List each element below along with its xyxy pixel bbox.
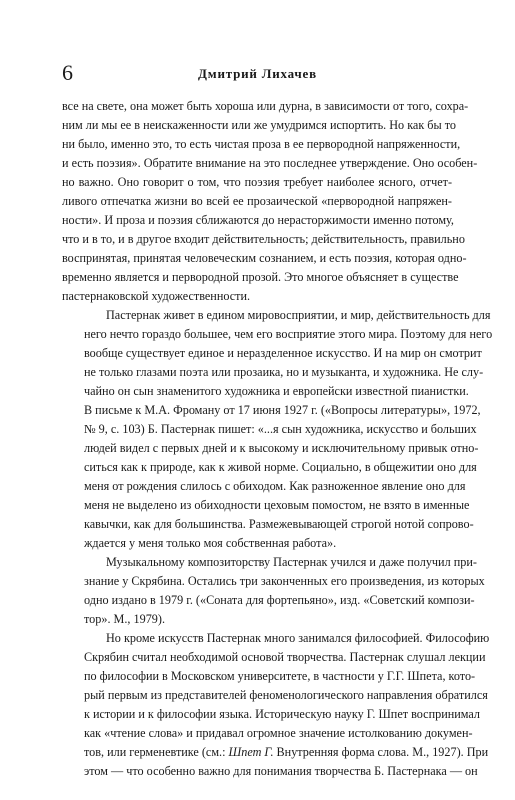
text-line: № 9, с. 103) Б. Пастернак пишет: «...я сын художника, искусство и больших <box>84 422 477 436</box>
text-line: как «чтение слова» и придавал огромное значение истолкованию докумен- <box>84 726 473 740</box>
text-line: не только глазами поэта или прозаика, но и музыканта, и художника. Не слу- <box>84 365 484 379</box>
text-line: воспринятая, принятая человеческим сознанием, и есть поэзия, которая одно- <box>62 251 467 265</box>
paragraph-4 <box>62 629 490 781</box>
text-line <box>62 743 489 762</box>
text-line: этом — что особенно важно для понимания творчества Б. Пастернака — он <box>84 764 478 778</box>
text-line: ситься как к природе, как к живой норме. Социально, в общежитии оно для <box>84 460 477 474</box>
text-line: к истории и к философии языка. Историческую науку Г. Шпет воспринимал <box>84 707 480 721</box>
text-line: знание у Скрябина. Остались три законченных его произведения, из которых <box>84 574 485 588</box>
text-line: меня от рождения слилось с обиходом. Как разноженное явление оно для <box>84 479 466 493</box>
paragraph-1 <box>62 97 478 306</box>
text-segment: Внутренняя форма слова. М., 1927). При <box>273 745 489 759</box>
text-line: но важно. Оно говорит о том, что поэзия требует наиболее ясного, отчет- <box>62 175 452 189</box>
text-line: временно является и первородной прозой. Это многое объясняет в существе <box>62 270 459 284</box>
text-line: все на свете, она может быть хороша или дурна, в зависимости от того, сохра- <box>62 99 469 113</box>
text-line: Но кроме искусств Пастернак много занимался философией. Философию <box>106 631 490 645</box>
text-line: людей видел с первых дней и к высокому и исключительному привык отно- <box>84 441 479 455</box>
text-line: рый первым из представителей феноменологического направления обратился <box>84 688 488 702</box>
text-line: ни было, именно это, то есть чистая проза в ее первородной напряженности, <box>62 137 461 151</box>
text-line: пастернаковской художественности. <box>62 289 251 303</box>
text-line: Музыкальному композиторству Пастернак учился и даже получил при- <box>106 555 477 569</box>
text-line: кавычки, как для большинства. Размежевывающей строгой нотой сопрово- <box>84 517 474 531</box>
page-header <box>0 0 515 100</box>
text-line: по философии в Московском университете, в частности у Г.Г. Шпета, кото- <box>84 669 476 683</box>
text-line: ливого отпечатка жизни во всей ее прозаической «первородной напряжен- <box>62 194 452 208</box>
text-segment: тов, или герменевтике (см.: <box>84 745 229 759</box>
text-line: ждается у меня только моя собственная работа». <box>84 536 337 550</box>
italic-author-name: Шпет Г. <box>228 745 274 759</box>
text-line: и есть поэзия». Обратите внимание на это последнее утверждение. Оно особен- <box>62 156 478 170</box>
text-line: что и в то, и в другое входит действительность; действительность, правильно <box>62 232 465 246</box>
text-line: Скрябин считал необходимой основой творчества. Пастернак слушал лекции <box>84 650 486 664</box>
text-line: меня не выделено из обиходности цеховым помостом, не взято в именные <box>84 498 470 512</box>
body-text <box>62 97 493 781</box>
text-line: одно издано в 1979 г. («Соната для фортепьяно», изд. «Советский компози- <box>84 593 475 607</box>
running-head: Дмитрий Лихачев <box>198 66 317 81</box>
text-line: него нечто гораздо большее, чем его восприятие этого мира. Поэтому для него <box>84 327 493 341</box>
text-line: вообще существует единое и неразделенное искусство. И на мир он смотрит <box>84 346 482 360</box>
text-line: В письме к М.А. Фроману от 17 июня 1927 г. («Вопросы литературы», 1972, <box>84 403 481 417</box>
text-line: ним ли мы ее в неискаженности или же умудримся испортить. Но как бы то <box>62 118 457 132</box>
paragraph-2 <box>62 306 493 553</box>
text-line: ности». И проза и поэзия сближаются до нерасторжимости именно потому, <box>62 213 454 227</box>
paragraph-3 <box>62 553 485 629</box>
page-number: 6 <box>62 60 73 85</box>
text-line: Пастернак живет в едином мировосприятии, и мир, действительность для <box>106 308 491 322</box>
text-line: тор». М., 1979). <box>84 612 165 626</box>
text-line: чайно он сын знаменитого художника и европейски известной пианистки. <box>84 384 469 398</box>
